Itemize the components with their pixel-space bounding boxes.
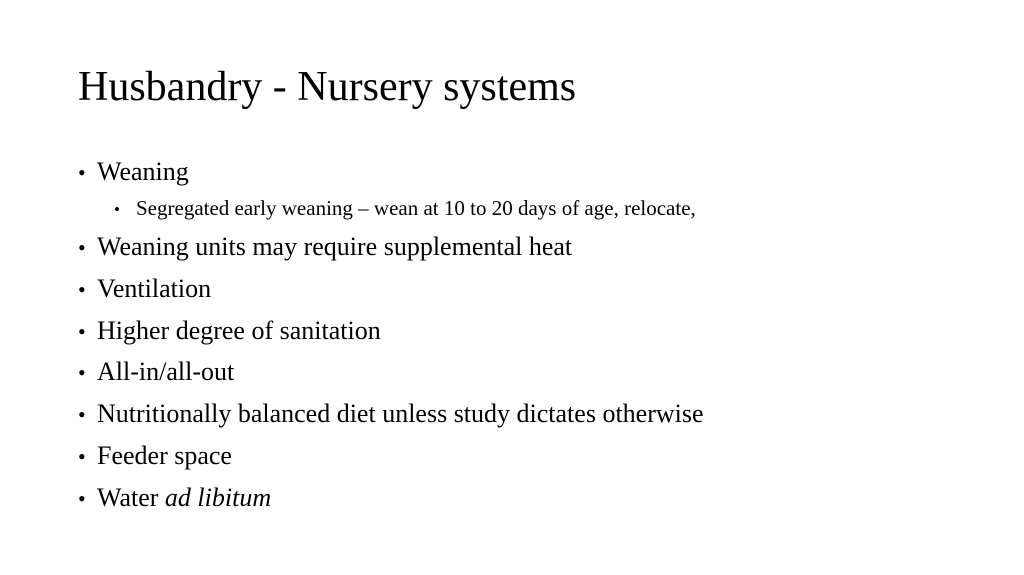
bullet-item <box>78 441 232 472</box>
bullet-dot-icon: • <box>114 200 120 219</box>
bullet-text: Higher degree of sanitation <box>97 316 381 345</box>
bullet-dot-icon: • <box>78 160 86 185</box>
bullet-dot-icon: • <box>78 360 86 385</box>
bullet-text: Water <box>97 483 165 512</box>
bullet-dot-icon: • <box>78 319 86 344</box>
bullet-text: Ventilation <box>97 274 212 303</box>
bullet-item <box>78 232 572 263</box>
bullet-text: Weaning units may require supplemental heat <box>97 232 573 261</box>
bullet-dot-icon: • <box>78 486 86 511</box>
bullet-text-italic: ad libitum <box>164 483 272 512</box>
bullet-text: All-in/all-out <box>97 357 235 386</box>
bullet-item <box>78 483 271 514</box>
bullet-item <box>78 274 211 305</box>
bullet-item <box>78 316 381 347</box>
bullet-dot-icon: • <box>78 444 86 469</box>
bullet-text: Segregated early weaning – wean at 10 to 20 days of age, relocate, <box>136 196 696 220</box>
bullet-dot-icon: • <box>78 235 86 260</box>
bullet-text: Weaning <box>97 157 189 186</box>
bullet-item <box>78 399 704 430</box>
bullet-dot-icon: • <box>78 402 86 427</box>
bullet-item <box>78 157 189 188</box>
bullet-item <box>78 357 234 388</box>
sub-bullet-item <box>114 195 696 223</box>
bullet-text: Nutritionally balanced diet unless study dictates otherwise <box>97 399 704 428</box>
bullet-text: Feeder space <box>97 441 232 470</box>
bullet-dot-icon: • <box>78 277 86 302</box>
slide-title: Husbandry - Nursery systems <box>78 64 577 110</box>
